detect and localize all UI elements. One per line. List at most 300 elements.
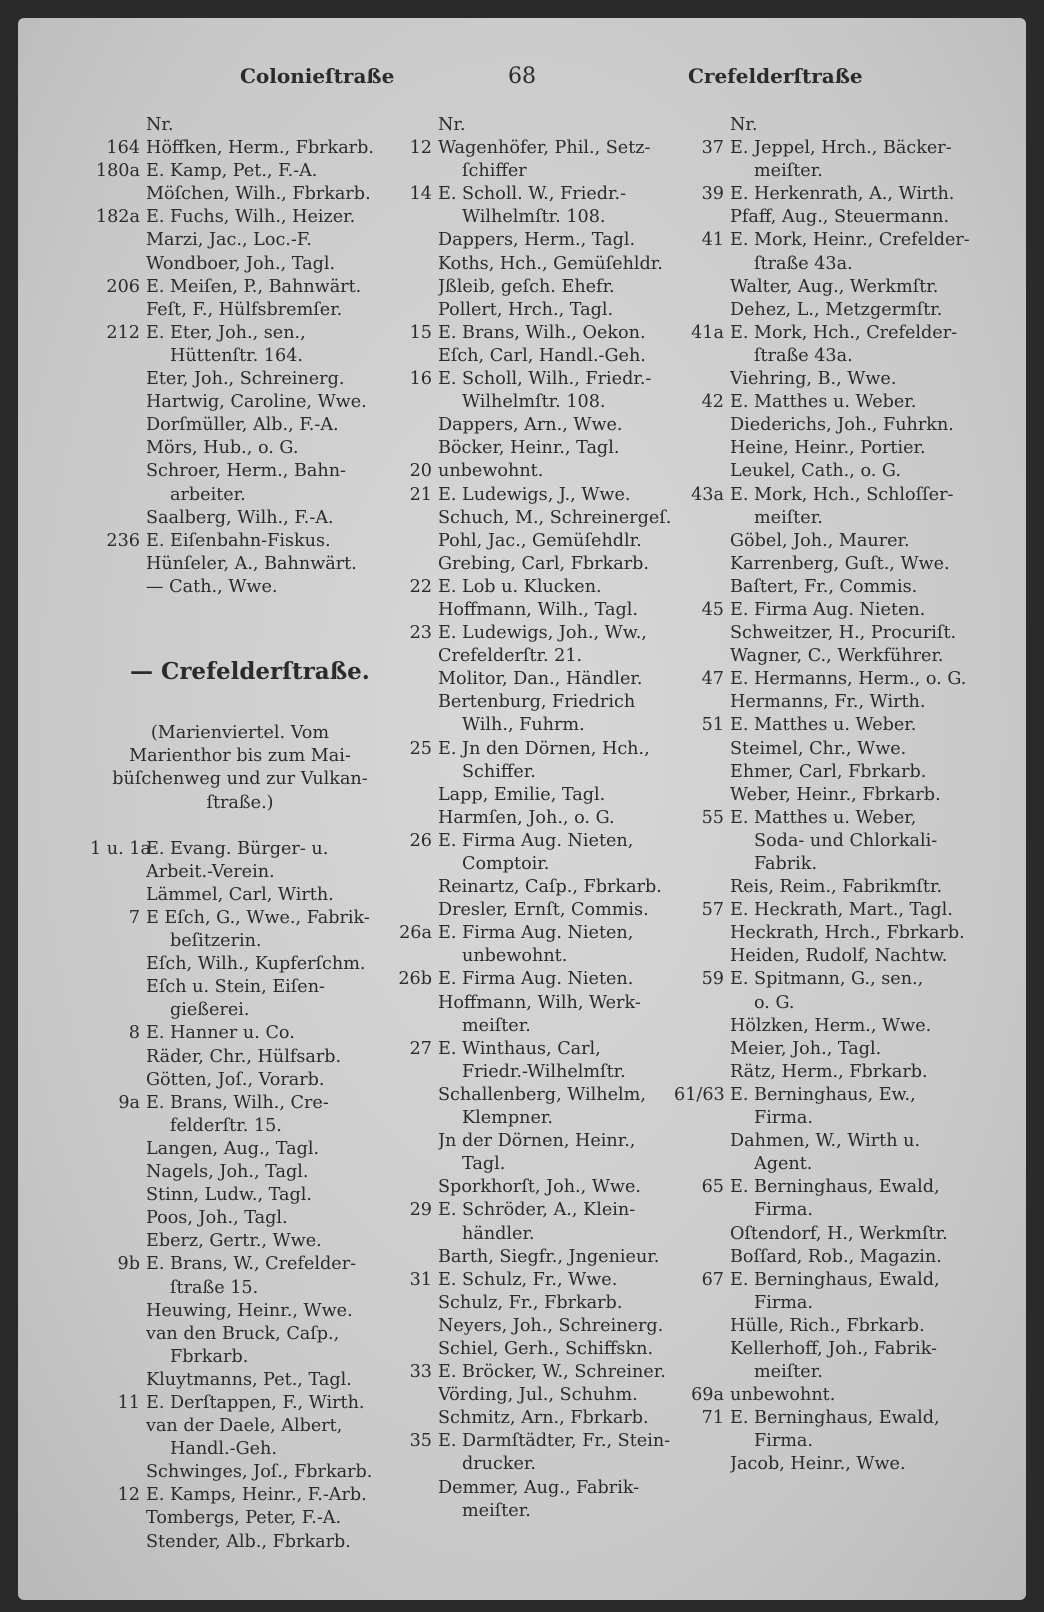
entry-resident xyxy=(90,253,390,276)
entry-row xyxy=(674,114,974,137)
house-number: 55 xyxy=(701,807,724,828)
entry-text: Firma. xyxy=(754,1108,814,1129)
house-number xyxy=(674,553,730,576)
entry-row xyxy=(382,484,682,507)
house-number xyxy=(90,1346,146,1369)
entry-resident xyxy=(382,807,682,830)
entry-resident xyxy=(674,876,974,899)
house-number xyxy=(382,1153,438,1176)
entry-text: ſchiffer xyxy=(462,161,527,182)
entry-resident xyxy=(90,1230,390,1253)
entry-text: Friedr.-Wilhelmſtr. xyxy=(462,1061,626,1082)
entry-resident xyxy=(90,953,390,976)
house-number: 29 xyxy=(409,1200,432,1221)
entry-resident xyxy=(382,437,682,460)
entry-text: meiſter. xyxy=(754,507,823,528)
entry-row xyxy=(90,1092,390,1115)
house-number: 41a xyxy=(691,322,724,343)
house-number xyxy=(90,930,146,953)
entry-row xyxy=(674,668,974,691)
entry-text: Mörs, Hub., o. G. xyxy=(146,438,299,459)
entry-text: Stinn, Ludw., Tagl. xyxy=(146,1185,312,1206)
entry-row xyxy=(90,114,390,137)
house-number xyxy=(674,992,730,1015)
entry-resident xyxy=(674,1315,974,1338)
house-number: 42 xyxy=(701,392,724,413)
entry-text: E. Hanner u. Co. xyxy=(146,1023,295,1044)
entry-resident xyxy=(674,1223,974,1246)
section-heading xyxy=(90,651,390,691)
entry-text: Baſtert, Fr., Commis. xyxy=(730,576,918,597)
entry-continuation xyxy=(90,1115,390,1138)
entry-text: Weber, Heinr., Fbrkarb. xyxy=(730,784,941,805)
entry-row xyxy=(90,530,390,553)
entry-row xyxy=(90,907,390,930)
entry-text: E. Derſtappen, F., Wirth. xyxy=(146,1392,365,1413)
entry-text: Stender, Alb., Fbrkarb. xyxy=(146,1531,351,1552)
house-number xyxy=(90,1115,146,1138)
entry-text: Hoffmann, Wilh., Tagl. xyxy=(438,599,638,620)
house-number xyxy=(674,507,730,530)
entry-resident xyxy=(674,576,974,599)
entry-resident xyxy=(90,229,390,252)
house-number: 164 xyxy=(106,138,140,159)
entry-resident xyxy=(90,576,390,599)
entry-resident xyxy=(90,884,390,907)
entry-text: (Marienviertel. Vom xyxy=(150,723,330,744)
house-number: 12 xyxy=(409,138,432,159)
entry-text: E. Matthes u. Weber, xyxy=(730,807,917,828)
house-number: 67 xyxy=(701,1269,724,1290)
house-number xyxy=(382,714,438,737)
house-number: 26a xyxy=(399,923,432,944)
house-number xyxy=(382,784,438,807)
house-number xyxy=(382,530,438,553)
house-number xyxy=(90,1369,146,1392)
house-number xyxy=(90,1138,146,1161)
entry-text: Schwinges, Joſ., Fbrkarb. xyxy=(146,1462,373,1483)
entry-resident xyxy=(90,437,390,460)
entry-continuation xyxy=(674,1430,974,1453)
entry-text: Hoffmann, Wilh, Werk- xyxy=(438,992,641,1013)
entry-resident xyxy=(90,1323,390,1346)
house-number xyxy=(674,1361,730,1384)
house-number: 41 xyxy=(701,230,724,251)
house-number: 180a xyxy=(95,161,140,182)
entry-text: Steimel, Chr., Wwe. xyxy=(730,738,907,759)
entry-text: Eter, Joh., Schreinerg. xyxy=(146,369,345,390)
entry-text: unbewohnt. xyxy=(462,946,568,967)
entry-text: E. Brans, Wilh., Cre- xyxy=(146,1092,329,1113)
entry-text: Neyers, Joh., Schreinerg. xyxy=(438,1315,664,1336)
entry-text: Jßleib, geſch. Ehefr. xyxy=(438,276,615,297)
entry-text: Heuwing, Heinr., Wwe. xyxy=(146,1300,353,1321)
house-number xyxy=(674,368,730,391)
entry-continuation xyxy=(90,999,390,1022)
entry-text: E. Scholl, Wilh., Friedr.- xyxy=(438,369,652,390)
entry-row xyxy=(90,276,390,299)
entry-text: E. Scholl. W., Friedr.- xyxy=(438,184,627,205)
entry-resident xyxy=(90,183,390,206)
house-number xyxy=(674,945,730,968)
entry-resident xyxy=(382,784,682,807)
entry-row xyxy=(90,838,390,861)
house-number: 35 xyxy=(409,1431,432,1452)
house-number xyxy=(90,460,146,483)
entry-resident xyxy=(674,691,974,714)
house-number xyxy=(674,876,730,899)
house-number xyxy=(674,1199,730,1222)
entry-row xyxy=(382,137,682,160)
house-number xyxy=(674,1430,730,1453)
entry-row xyxy=(382,922,682,945)
entry-text: Nr. xyxy=(146,115,174,135)
entry-text: E. Eiſenbahn-Fiskus. xyxy=(146,530,331,551)
entry-continuation xyxy=(674,507,974,530)
entry-text: Demmer, Aug., Fabrik- xyxy=(438,1477,640,1498)
entry-continuation xyxy=(382,714,682,737)
entry-text: Soda- und Chlorkali- xyxy=(754,830,938,851)
directory-page xyxy=(18,18,1026,1600)
entry-text: Poos, Joh., Tagl. xyxy=(146,1208,288,1229)
entry-row xyxy=(382,1430,682,1453)
entry-text: Harmſen, Joh., o. G. xyxy=(438,807,615,828)
house-number xyxy=(674,530,730,553)
entry-text: meiſter. xyxy=(754,161,823,182)
entry-text: Hermanns, Fr., Wirth. xyxy=(730,692,926,713)
entry-text: Heiden, Rudolf, Nachtw. xyxy=(730,946,948,967)
entry-text: Diederichs, Joh., Fuhrkn. xyxy=(730,415,954,436)
entry-text: ſtraße.) xyxy=(206,792,274,813)
entry-continuation xyxy=(674,1361,974,1384)
house-number xyxy=(382,1384,438,1407)
house-number xyxy=(382,1107,438,1130)
entry-text: Eſch u. Stein, Eiſen- xyxy=(146,977,325,998)
entry-continuation xyxy=(382,160,682,183)
house-number: 22 xyxy=(409,576,432,597)
entry-resident xyxy=(382,1338,682,1361)
entry-text: Firma. xyxy=(754,1200,814,1221)
house-number xyxy=(90,953,146,976)
entry-text: E. Eter, Joh., sen., xyxy=(146,322,306,343)
house-number: 65 xyxy=(701,1177,724,1198)
spacer xyxy=(90,622,390,645)
entry-text: E. Matthes u. Weber. xyxy=(730,715,917,736)
header-left-street: Colonieſtraße xyxy=(240,64,395,88)
entry-text: Dahmen, W., Wirth u. xyxy=(730,1131,921,1152)
entry-text: Hartwig, Caroline, Wwe. xyxy=(146,392,367,413)
entry-row xyxy=(674,1176,974,1199)
house-number xyxy=(674,1453,730,1476)
entry-text: Wilh., Fuhrm. xyxy=(462,715,585,736)
column-left xyxy=(90,114,390,1554)
entry-resident xyxy=(90,1531,390,1554)
entry-text: händler. xyxy=(462,1223,535,1244)
entry-text: E. Bröcker, W., Schreiner. xyxy=(438,1362,666,1383)
house-number: 14 xyxy=(409,184,432,205)
entry-text: büſchenweg und zur Vulkan- xyxy=(112,769,368,790)
entry-row xyxy=(90,137,390,160)
entry-resident xyxy=(90,1207,390,1230)
house-number xyxy=(382,1223,438,1246)
house-number: 45 xyxy=(701,599,724,620)
house-number xyxy=(674,1107,730,1130)
house-number: 8 xyxy=(128,1023,140,1044)
entry-text: Schiel, Gerh., Schiffskn. xyxy=(438,1338,654,1359)
entry-text: unbewohnt. xyxy=(438,461,544,482)
house-number: 59 xyxy=(701,969,724,990)
entry-text: E. Evang. Bürger- u. xyxy=(146,838,329,859)
entry-row xyxy=(674,1407,974,1430)
house-number: 71 xyxy=(701,1408,724,1429)
house-number: 69a xyxy=(691,1385,724,1406)
house-number xyxy=(382,1176,438,1199)
house-number xyxy=(90,576,146,599)
entry-text: E. Heckrath, Mart., Tagl. xyxy=(730,900,953,921)
entry-resident xyxy=(674,1061,974,1084)
entry-text: E. Firma Aug. Nieten, xyxy=(438,923,634,944)
entry-resident xyxy=(90,507,390,530)
house-number xyxy=(382,668,438,691)
entry-row xyxy=(382,368,682,391)
entry-row xyxy=(674,899,974,922)
entry-resident xyxy=(674,1130,974,1153)
entry-resident xyxy=(674,922,974,945)
house-number xyxy=(674,622,730,645)
house-number xyxy=(382,391,438,414)
house-number xyxy=(382,1246,438,1269)
house-number xyxy=(674,276,730,299)
section-note xyxy=(90,745,390,768)
entry-text: o. G. xyxy=(754,992,795,1013)
entry-row xyxy=(90,1253,390,1276)
house-number xyxy=(382,276,438,299)
entry-text: van den Bruck, Caſp., xyxy=(146,1323,340,1344)
entry-continuation xyxy=(382,1015,682,1038)
entry-text: Schmitz, Arn., Fbrkarb. xyxy=(438,1408,649,1429)
entry-row xyxy=(382,460,682,483)
entry-text: Hüttenſtr. 164. xyxy=(170,345,303,366)
entry-text: Barth, Siegfr., Jngenieur. xyxy=(438,1246,660,1267)
house-number xyxy=(674,645,730,668)
entry-resident xyxy=(382,1130,682,1153)
house-number xyxy=(382,160,438,183)
entry-row xyxy=(382,968,682,991)
house-number xyxy=(90,976,146,999)
entry-text: Jacob, Heinr., Wwe. xyxy=(730,1454,906,1475)
entry-text: Schuch, M., Schreinergeſ. xyxy=(438,507,672,528)
entry-text: Hölzken, Herm., Wwe. xyxy=(730,1015,932,1036)
entry-text: E. Firma Aug. Nieten. xyxy=(730,599,926,620)
entry-resident xyxy=(90,1161,390,1184)
entry-text: Wilhelmſtr. 108. xyxy=(462,392,606,413)
entry-resident xyxy=(90,1069,390,1092)
entry-text: E. Spitmann, G., sen., xyxy=(730,969,924,990)
entry-continuation xyxy=(674,345,974,368)
entry-row xyxy=(382,1361,682,1384)
house-number xyxy=(382,645,438,668)
house-number xyxy=(382,507,438,530)
house-number xyxy=(674,414,730,437)
entry-text: meiſter. xyxy=(462,1500,531,1521)
house-number: 31 xyxy=(409,1269,432,1290)
house-number xyxy=(382,229,438,252)
entry-text: Götten, Joſ., Vorarb. xyxy=(146,1069,325,1090)
entry-resident xyxy=(674,784,974,807)
house-number: 182a xyxy=(95,207,140,228)
entry-row xyxy=(674,1084,974,1107)
entry-text: — Cath., Wwe. xyxy=(146,576,278,597)
entry-text: E. Mork, Hch., Schloſſer- xyxy=(730,484,954,505)
house-number: 9a xyxy=(118,1092,140,1113)
house-number xyxy=(90,507,146,530)
entry-resident xyxy=(674,437,974,460)
entry-text: Kluytmanns, Pet., Tagl. xyxy=(146,1369,352,1390)
house-number xyxy=(90,1161,146,1184)
entry-resident xyxy=(382,229,682,252)
house-number: 33 xyxy=(409,1362,432,1383)
entry-text: E. Meiſen, P., Bahnwärt. xyxy=(146,276,362,297)
entry-resident xyxy=(382,253,682,276)
house-number xyxy=(90,1531,146,1554)
house-number xyxy=(382,437,438,460)
house-number: 206 xyxy=(106,276,140,297)
entry-resident xyxy=(674,1338,974,1361)
spacer xyxy=(90,699,390,722)
house-number xyxy=(382,553,438,576)
entry-text: E. Ludewigs, J., Wwe. xyxy=(438,484,631,505)
entry-continuation xyxy=(674,830,974,853)
entry-text: Böcker, Heinr., Tagl. xyxy=(438,438,620,459)
house-number xyxy=(90,299,146,322)
entry-text: Agent. xyxy=(754,1154,813,1175)
entry-text: Eberz, Gertr., Wwe. xyxy=(146,1231,322,1252)
entry-text: felderſtr. 15. xyxy=(170,1115,282,1136)
entry-text: Klempner. xyxy=(462,1108,553,1129)
house-number xyxy=(382,807,438,830)
entry-text: E. Berninghaus, Ew., xyxy=(730,1084,916,1105)
house-number xyxy=(382,1453,438,1476)
entry-text: E. Fuchs, Wilh., Heizer. xyxy=(146,207,356,228)
entry-resident xyxy=(382,299,682,322)
house-number xyxy=(674,761,730,784)
entry-text: E. Jeppel, Hrch., Bäcker- xyxy=(730,138,952,159)
house-number: 43a xyxy=(691,484,724,505)
house-number: 15 xyxy=(409,322,432,343)
entry-text: Räder, Chr., Hülfsarb. xyxy=(146,1046,342,1067)
entry-continuation xyxy=(90,1346,390,1369)
entry-text: Nagels, Joh., Tagl. xyxy=(146,1162,309,1183)
entry-resident xyxy=(674,1015,974,1038)
house-number xyxy=(674,784,730,807)
house-number xyxy=(382,599,438,622)
entry-row xyxy=(674,484,974,507)
section-note xyxy=(90,792,390,815)
entry-resident xyxy=(90,460,390,483)
entry-row xyxy=(674,807,974,830)
entry-resident xyxy=(382,1292,682,1315)
entry-text: Leukel, Cath., o. G. xyxy=(730,461,901,482)
entry-row xyxy=(674,229,974,252)
house-number: 9b xyxy=(117,1254,140,1275)
entry-text: E. Mork, Hch., Crefelder- xyxy=(730,322,958,343)
entry-resident xyxy=(382,1246,682,1269)
entry-text: drucker. xyxy=(462,1454,536,1475)
entry-text: Nr. xyxy=(438,115,466,135)
house-number xyxy=(382,1500,438,1523)
house-number xyxy=(382,992,438,1015)
entry-continuation xyxy=(382,761,682,784)
entry-text: E. Firma Aug. Nieten, xyxy=(438,830,634,851)
entry-resident xyxy=(382,1176,682,1199)
house-number xyxy=(674,1038,730,1061)
entry-resident xyxy=(674,368,974,391)
house-number xyxy=(90,1184,146,1207)
entry-text: Göbel, Joh., Maurer. xyxy=(730,530,910,551)
entry-resident xyxy=(382,691,682,714)
house-number xyxy=(90,1069,146,1092)
entry-resident xyxy=(382,530,682,553)
house-number: 61/63 xyxy=(674,1084,725,1105)
entry-text: E. Firma Aug. Nieten. xyxy=(438,969,634,990)
entry-text: Schiffer. xyxy=(462,761,536,782)
entry-row xyxy=(382,1199,682,1222)
house-number xyxy=(674,437,730,460)
entry-text: Eſch, Wilh., Kupferſchm. xyxy=(146,954,366,975)
entry-text: Wagner, C., Werkführer. xyxy=(730,646,944,667)
entry-resident xyxy=(382,992,682,1015)
house-number xyxy=(90,1230,146,1253)
entry-text: E. Brans, W., Crefelder- xyxy=(146,1254,357,1275)
entry-text: E Eſch, G., Wwe., Fabrik- xyxy=(146,908,370,928)
house-number xyxy=(90,253,146,276)
house-number xyxy=(674,738,730,761)
entry-resident xyxy=(382,1477,682,1500)
house-number: 12 xyxy=(117,1485,140,1506)
house-number xyxy=(382,414,438,437)
entry-text: Marzi, Jac., Loc.-F. xyxy=(146,230,312,251)
house-number xyxy=(382,1407,438,1430)
house-number: 26b xyxy=(398,969,432,990)
entry-text: E. Mork, Heinr., Crefelder- xyxy=(730,230,970,251)
house-number: 212 xyxy=(106,322,140,343)
entry-resident xyxy=(382,599,682,622)
house-number xyxy=(674,576,730,599)
entry-resident xyxy=(90,861,390,884)
house-number xyxy=(90,884,146,907)
entry-row xyxy=(382,576,682,599)
entry-resident xyxy=(382,645,682,668)
entry-text: Wilhelmſtr. 108. xyxy=(462,207,606,228)
entry-row xyxy=(90,1022,390,1045)
entry-text: Walter, Aug., Werkmſtr. xyxy=(730,276,939,297)
house-number: 51 xyxy=(701,715,724,736)
entry-resident xyxy=(674,945,974,968)
entry-text: Schulz, Fr., Fbrkarb. xyxy=(438,1292,623,1313)
column-right xyxy=(674,114,974,1477)
entry-continuation xyxy=(674,853,974,876)
entry-resident xyxy=(674,1246,974,1269)
entry-text: Fbrkarb. xyxy=(170,1346,249,1367)
entry-text: Hülle, Rich., Fbrkarb. xyxy=(730,1315,925,1336)
house-number: 39 xyxy=(701,184,724,205)
house-number xyxy=(90,1323,146,1346)
entry-resident xyxy=(90,976,390,999)
entry-row xyxy=(674,1269,974,1292)
entry-resident xyxy=(674,645,974,668)
entry-text: gießerei. xyxy=(170,1000,250,1021)
entry-text: ſtraße 43a. xyxy=(754,345,853,366)
